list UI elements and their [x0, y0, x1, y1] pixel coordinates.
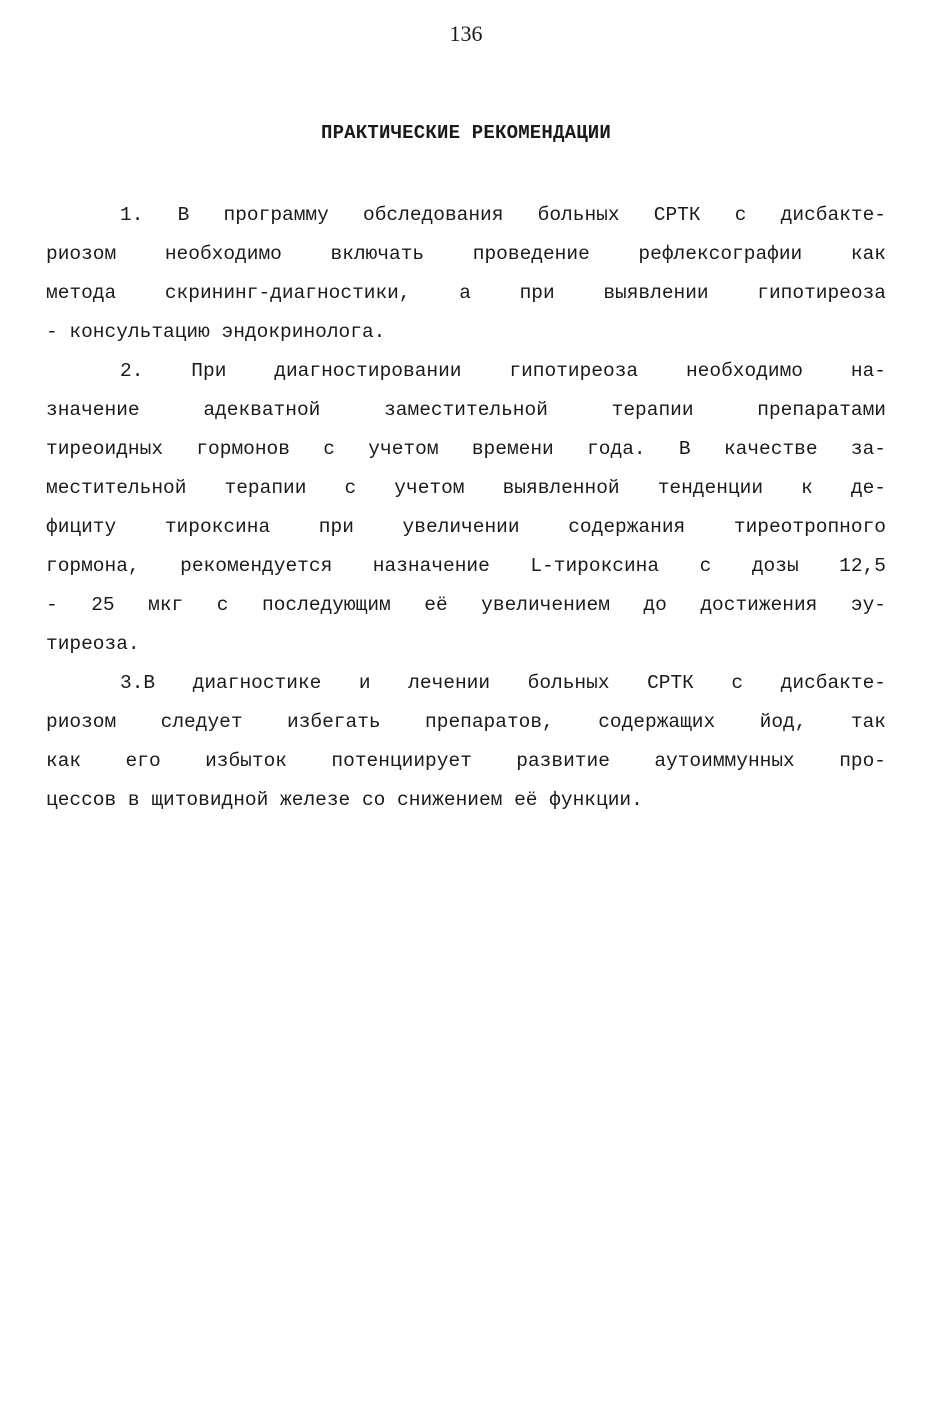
paragraph-3-line-4: цессов в щитовидной железе со снижением её функции. — [46, 789, 643, 811]
paragraph-2-line-7: - 25 мкг с последующим её увеличением до достижения эу- — [46, 594, 886, 616]
paragraph-1-line-1: 1. В программу обследования больных СРТК с дисбакте- — [120, 204, 886, 226]
paragraph-2 — [46, 352, 886, 664]
body-text — [46, 196, 886, 820]
paragraph-2-line-2: значение адекватной заместительной терапии препаратами — [46, 399, 886, 421]
paragraph-3-line-1: 3.В диагностике и лечении больных СРТК с дисбакте- — [120, 672, 886, 694]
paragraph-2-line-3: тиреоидных гормонов с учетом времени года. В качестве за- — [46, 438, 886, 460]
paragraph-2-line-8: тиреоза. — [46, 633, 140, 655]
paragraph-2-line-4: местительной терапии с учетом выявленной тенденции к де- — [46, 477, 886, 499]
paragraph-1-line-3: метода скрининг-диагностики, а при выявлении гипотиреоза — [46, 282, 886, 304]
paragraph-3-line-3: как его избыток потенциирует развитие аутоиммунных про- — [46, 750, 886, 772]
paragraph-3 — [46, 664, 886, 820]
page-number: 136 — [449, 21, 483, 46]
paragraph-3-line-2: риозом следует избегать препаратов, содержащих йод, так — [46, 711, 886, 733]
paragraph-1-line-4: - консультацию эндокринолога. — [46, 321, 386, 343]
paragraph-1-line-2: риозом необходимо включать проведение рефлексографии как — [46, 243, 886, 265]
paragraph-2-line-1: 2. При диагностировании гипотиреоза необходимо на- — [120, 360, 886, 382]
paragraph-2-line-5: фициту тироксина при увеличении содержания тиреотропного — [46, 516, 886, 538]
paragraph-2-line-6: гормона, рекомендуется назначение L-тироксина с дозы 12,5 — [46, 555, 886, 577]
section-heading: ПРАКТИЧЕСКИЕ РЕКОМЕНДАЦИИ — [320, 122, 612, 144]
paragraph-1 — [46, 196, 886, 352]
